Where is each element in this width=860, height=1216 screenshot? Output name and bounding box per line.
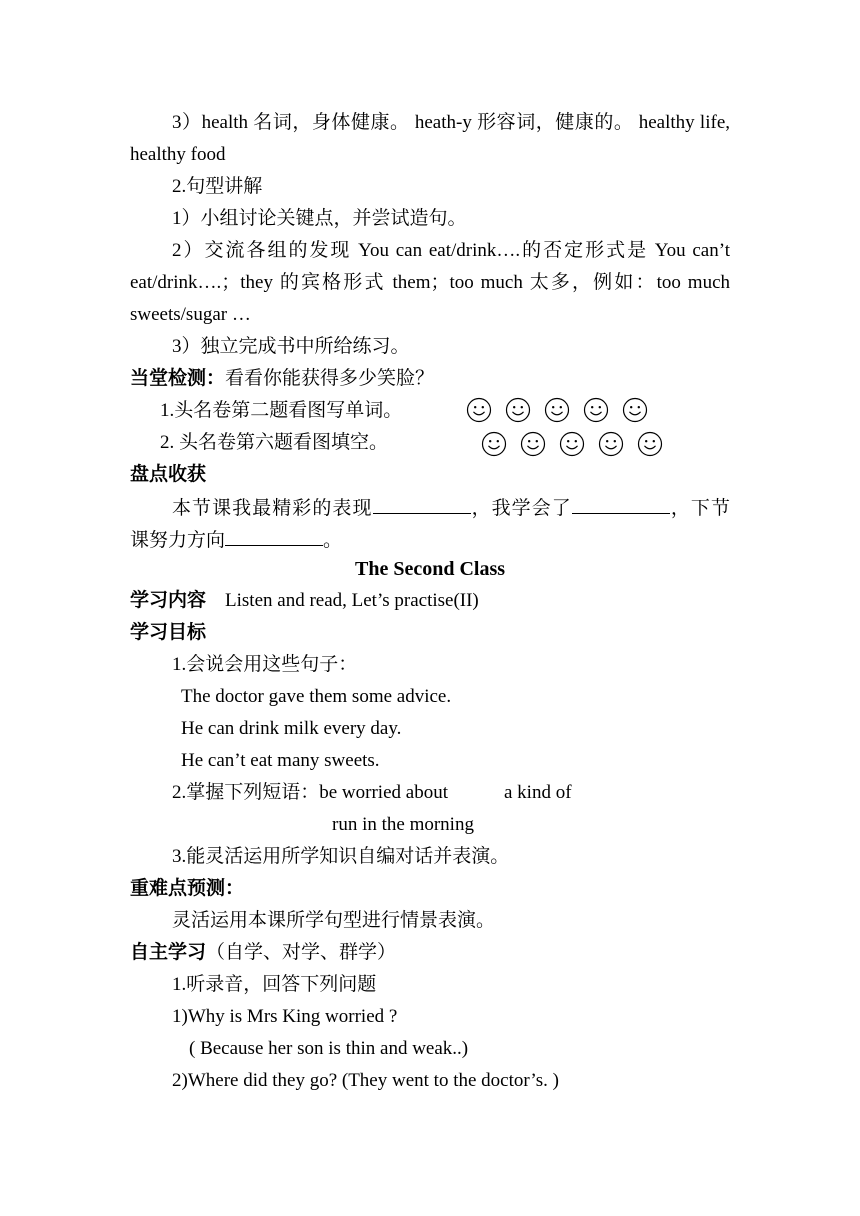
text-line: eat/drink….；they 的宾格形式 them；too much 太多，例如：too much (130, 272, 730, 293)
text-span: 。 (323, 530, 343, 551)
text-line: He can drink milk every day. (181, 718, 402, 739)
text-line: 2）交流各组的发现 You can eat/drink….的否定形式是 You can’t (172, 240, 730, 261)
text-line: 1)Why is Mrs King worried ? (172, 1006, 398, 1027)
section-heading: 学习目标 (130, 622, 207, 643)
answer-blank (225, 527, 323, 546)
section-heading: 学习内容 (130, 590, 207, 611)
text-span: ，下节 (669, 498, 730, 519)
smiley-face-icon (481, 431, 507, 457)
section-heading: 盘点收获 (130, 464, 207, 485)
text-line: 2.句型讲解 (172, 176, 263, 197)
text-line: ( Because her son is thin and weak..) (189, 1038, 469, 1059)
smiley-face-icon (466, 397, 492, 423)
text-line: 2.掌握下列短语：be worried about (172, 782, 448, 803)
text-span: 课努力方向 (130, 530, 226, 551)
text-line: 1.听录音，回答下列问题 (172, 974, 377, 995)
text-span: （自学、对学、群学） (206, 942, 397, 963)
text-line: 2. 头名卷第六题看图填空。 (160, 432, 389, 453)
text-line: 3）health 名词，身体健康。 heath-y 形容词，健康的。 healthy life, (172, 112, 730, 133)
smiley-face-icon (544, 397, 570, 423)
section-heading: 当堂检测： (130, 368, 226, 389)
self-study-line (130, 941, 396, 965)
summary-line (130, 527, 342, 553)
smiley-face-icon (559, 431, 585, 457)
smiley-face-icon (637, 431, 663, 457)
text-line: 2)Where did they go? (They went to the doctor’s. ) (172, 1070, 559, 1091)
text-span: ，我学会了 (470, 498, 572, 519)
content-line (130, 589, 479, 613)
check-line (130, 367, 434, 391)
text-span: 本节课我最精彩的表现 (172, 498, 373, 519)
text-line: run in the morning (332, 814, 474, 835)
section-title: The Second Class (354, 558, 506, 580)
text-span: Listen and read, Let’s practise(II) (225, 590, 479, 611)
smiley-face-icon (505, 397, 531, 423)
smiley-row-1 (466, 397, 648, 423)
text-line: 1.会说会用这些句子： (172, 654, 358, 675)
smiley-face-icon (598, 431, 624, 457)
smiley-face-icon (583, 397, 609, 423)
smiley-row-2 (481, 431, 663, 457)
text-line: 3）独立完成书中所给练习。 (172, 336, 410, 357)
text-span: 看看你能获得多少笑脸？ (225, 368, 435, 389)
text-line: 灵活运用本课所学句型进行情景表演。 (172, 910, 496, 931)
text-line: The doctor gave them some advice. (181, 686, 452, 707)
text-line: 1）小组讨论关键点，并尝试造句。 (172, 208, 467, 229)
answer-blank (572, 495, 670, 514)
summary-line (172, 495, 730, 521)
text-line: healthy food (130, 144, 226, 165)
text-line: 3.能灵活运用所学知识自编对话并表演。 (172, 846, 510, 867)
text-line: sweets/sugar … (130, 304, 251, 325)
text-line: He can’t eat many sweets. (181, 750, 380, 771)
smiley-face-icon (520, 431, 546, 457)
text-line: a kind of (504, 782, 572, 803)
text-line: 1.头名卷第二题看图写单词。 (160, 400, 403, 421)
section-heading: 重难点预测： (130, 878, 245, 899)
answer-blank (373, 495, 471, 514)
section-heading: 自主学习 (130, 942, 207, 963)
smiley-face-icon (622, 397, 648, 423)
